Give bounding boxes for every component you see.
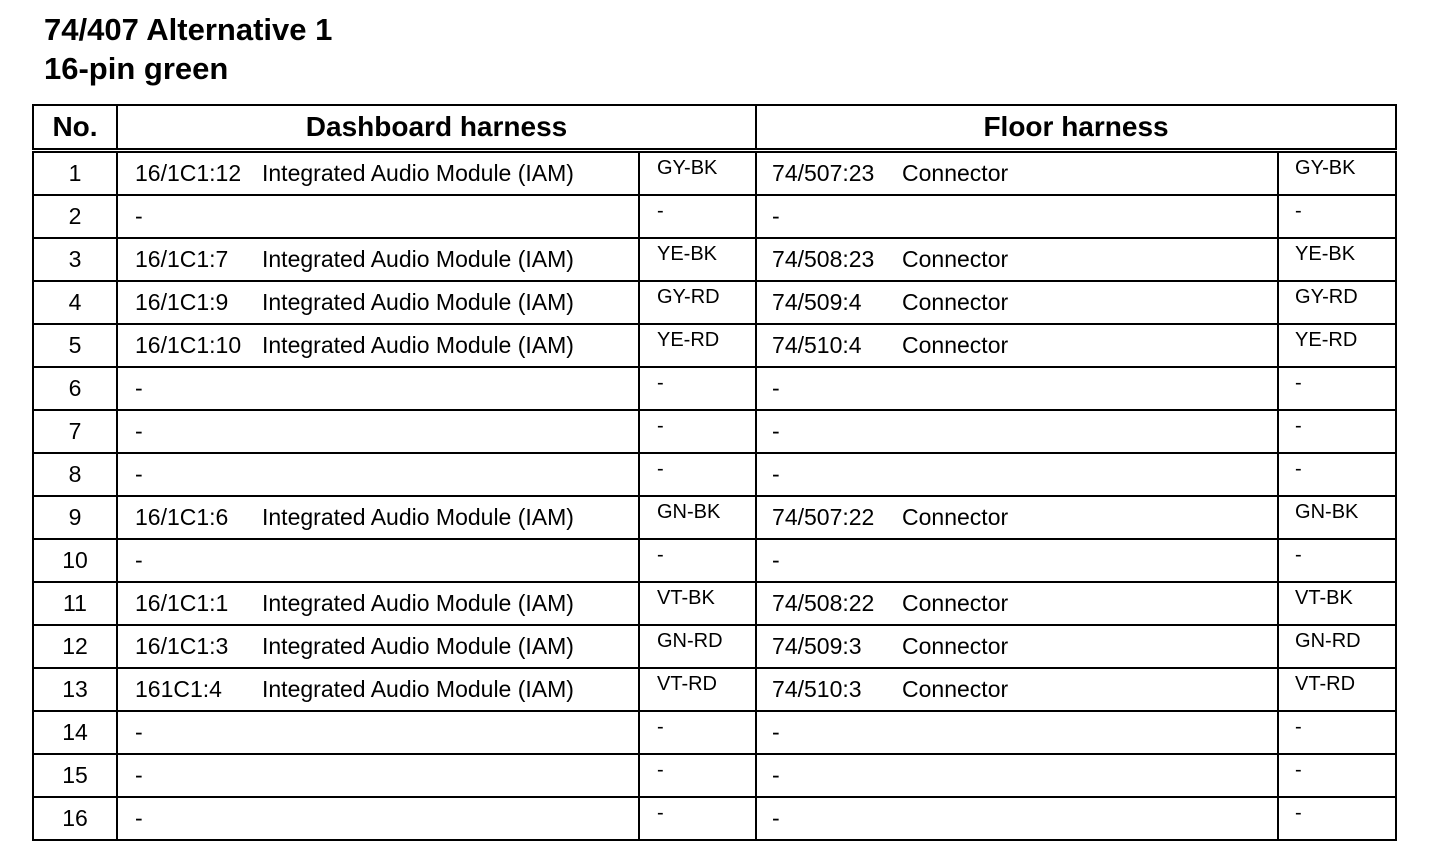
- floor-component-name: [898, 754, 1278, 797]
- table-body: [33, 151, 1396, 841]
- dashboard-wire-color: YE-BK: [639, 238, 756, 281]
- dashboard-pin-ref: 16/1C1:1: [117, 582, 258, 625]
- floor-wire-color: -: [1278, 539, 1396, 582]
- table-row: [33, 453, 1396, 496]
- floor-pin-ref: 74/510:4: [756, 324, 898, 367]
- dashboard-pin-ref: -: [117, 797, 258, 840]
- pin-number: 10: [33, 539, 117, 582]
- table-row: [33, 668, 1396, 711]
- pin-number: 11: [33, 582, 117, 625]
- dashboard-pin-ref: -: [117, 711, 258, 754]
- header-dashboard-harness: Dashboard harness: [117, 105, 756, 151]
- dashboard-wire-color: -: [639, 754, 756, 797]
- dashboard-pin-ref: 16/1C1:9: [117, 281, 258, 324]
- floor-wire-color: -: [1278, 797, 1396, 840]
- dashboard-pin-ref: 16/1C1:6: [117, 496, 258, 539]
- floor-pin-ref: 74/509:3: [756, 625, 898, 668]
- dashboard-component-name: [258, 797, 639, 840]
- floor-pin-ref: 74/508:23: [756, 238, 898, 281]
- dashboard-pin-ref: 16/1C1:3: [117, 625, 258, 668]
- dashboard-component-name: Integrated Audio Module (IAM): [258, 324, 639, 367]
- table-row: [33, 367, 1396, 410]
- table-row: [33, 582, 1396, 625]
- table-row: [33, 625, 1396, 668]
- dashboard-component-name: Integrated Audio Module (IAM): [258, 496, 639, 539]
- dashboard-wire-color: GY-BK: [639, 151, 756, 196]
- dashboard-pin-ref: 161C1:4: [117, 668, 258, 711]
- dashboard-component-name: [258, 367, 639, 410]
- floor-wire-color: GN-RD: [1278, 625, 1396, 668]
- floor-pin-ref: -: [756, 453, 898, 496]
- pin-number: 7: [33, 410, 117, 453]
- floor-wire-color: GY-BK: [1278, 151, 1396, 196]
- pin-number: 16: [33, 797, 117, 840]
- pin-number: 9: [33, 496, 117, 539]
- floor-wire-color: YE-BK: [1278, 238, 1396, 281]
- dashboard-wire-color: VT-RD: [639, 668, 756, 711]
- dashboard-wire-color: -: [639, 367, 756, 410]
- floor-wire-color: VT-BK: [1278, 582, 1396, 625]
- floor-pin-ref: 74/507:22: [756, 496, 898, 539]
- pin-number: 6: [33, 367, 117, 410]
- floor-pin-ref: -: [756, 367, 898, 410]
- floor-component-name: [898, 195, 1278, 238]
- table-row: [33, 711, 1396, 754]
- table-row: [33, 195, 1396, 238]
- dashboard-wire-color: -: [639, 797, 756, 840]
- dashboard-wire-color: GY-RD: [639, 281, 756, 324]
- table-row: [33, 539, 1396, 582]
- dashboard-wire-color: -: [639, 410, 756, 453]
- pin-number: 3: [33, 238, 117, 281]
- table-row: [33, 324, 1396, 367]
- dashboard-wire-color: -: [639, 195, 756, 238]
- dashboard-pin-ref: 16/1C1:12: [117, 151, 258, 196]
- dashboard-component-name: [258, 754, 639, 797]
- floor-component-name: [898, 539, 1278, 582]
- dashboard-wire-color: VT-BK: [639, 582, 756, 625]
- dashboard-wire-color: YE-RD: [639, 324, 756, 367]
- floor-pin-ref: -: [756, 797, 898, 840]
- floor-component-name: Connector: [898, 496, 1278, 539]
- pinout-table: [32, 104, 1397, 841]
- dashboard-component-name: Integrated Audio Module (IAM): [258, 625, 639, 668]
- dashboard-pin-ref: -: [117, 195, 258, 238]
- floor-pin-ref: -: [756, 539, 898, 582]
- floor-pin-ref: -: [756, 754, 898, 797]
- floor-wire-color: -: [1278, 195, 1396, 238]
- floor-component-name: Connector: [898, 668, 1278, 711]
- table-row: [33, 410, 1396, 453]
- dashboard-component-name: [258, 195, 639, 238]
- pin-number: 5: [33, 324, 117, 367]
- floor-pin-ref: 74/507:23: [756, 151, 898, 196]
- floor-pin-ref: -: [756, 410, 898, 453]
- dashboard-pin-ref: 16/1C1:10: [117, 324, 258, 367]
- floor-component-name: [898, 797, 1278, 840]
- floor-component-name: Connector: [898, 582, 1278, 625]
- floor-pin-ref: 74/509:4: [756, 281, 898, 324]
- floor-component-name: [898, 453, 1278, 496]
- connector-title: 74/407 Alternative 1: [44, 12, 333, 47]
- floor-pin-ref: 74/508:22: [756, 582, 898, 625]
- dashboard-pin-ref: -: [117, 754, 258, 797]
- floor-wire-color: YE-RD: [1278, 324, 1396, 367]
- table-row: [33, 281, 1396, 324]
- floor-wire-color: -: [1278, 711, 1396, 754]
- table-row: [33, 151, 1396, 196]
- pin-number: 14: [33, 711, 117, 754]
- floor-pin-ref: -: [756, 711, 898, 754]
- floor-component-name: [898, 367, 1278, 410]
- dashboard-component-name: Integrated Audio Module (IAM): [258, 582, 639, 625]
- table-row: [33, 496, 1396, 539]
- header-no: No.: [33, 105, 117, 151]
- dashboard-component-name: Integrated Audio Module (IAM): [258, 281, 639, 324]
- dashboard-pin-ref: -: [117, 453, 258, 496]
- table-row: [33, 797, 1396, 840]
- pin-number: 8: [33, 453, 117, 496]
- dashboard-component-name: Integrated Audio Module (IAM): [258, 151, 639, 196]
- dashboard-component-name: [258, 453, 639, 496]
- dashboard-pin-ref: -: [117, 367, 258, 410]
- floor-wire-color: GN-BK: [1278, 496, 1396, 539]
- dashboard-wire-color: -: [639, 711, 756, 754]
- dashboard-component-name: [258, 410, 639, 453]
- floor-wire-color: GY-RD: [1278, 281, 1396, 324]
- floor-component-name: Connector: [898, 625, 1278, 668]
- floor-wire-color: -: [1278, 410, 1396, 453]
- dashboard-pin-ref: -: [117, 539, 258, 582]
- floor-pin-ref: -: [756, 195, 898, 238]
- floor-component-name: Connector: [898, 324, 1278, 367]
- floor-pin-ref: 74/510:3: [756, 668, 898, 711]
- floor-component-name: Connector: [898, 281, 1278, 324]
- floor-wire-color: -: [1278, 754, 1396, 797]
- table-row: [33, 238, 1396, 281]
- dashboard-component-name: [258, 711, 639, 754]
- dashboard-component-name: Integrated Audio Module (IAM): [258, 238, 639, 281]
- floor-component-name: Connector: [898, 151, 1278, 196]
- dashboard-component-name: [258, 539, 639, 582]
- document-title: [44, 10, 332, 88]
- pin-number: 1: [33, 151, 117, 196]
- floor-wire-color: VT-RD: [1278, 668, 1396, 711]
- pin-number: 4: [33, 281, 117, 324]
- dashboard-wire-color: -: [639, 453, 756, 496]
- table-header-row: [33, 105, 1396, 151]
- pin-number: 2: [33, 195, 117, 238]
- floor-wire-color: -: [1278, 367, 1396, 410]
- dashboard-component-name: Integrated Audio Module (IAM): [258, 668, 639, 711]
- pin-number: 13: [33, 668, 117, 711]
- table-row: [33, 754, 1396, 797]
- connector-subtitle: 16-pin green: [44, 51, 229, 86]
- floor-component-name: [898, 711, 1278, 754]
- pin-number: 12: [33, 625, 117, 668]
- floor-component-name: [898, 410, 1278, 453]
- dashboard-wire-color: -: [639, 539, 756, 582]
- floor-component-name: Connector: [898, 238, 1278, 281]
- dashboard-pin-ref: -: [117, 410, 258, 453]
- floor-wire-color: -: [1278, 453, 1396, 496]
- dashboard-pin-ref: 16/1C1:7: [117, 238, 258, 281]
- pin-number: 15: [33, 754, 117, 797]
- header-floor-harness: Floor harness: [756, 105, 1396, 151]
- dashboard-wire-color: GN-RD: [639, 625, 756, 668]
- dashboard-wire-color: GN-BK: [639, 496, 756, 539]
